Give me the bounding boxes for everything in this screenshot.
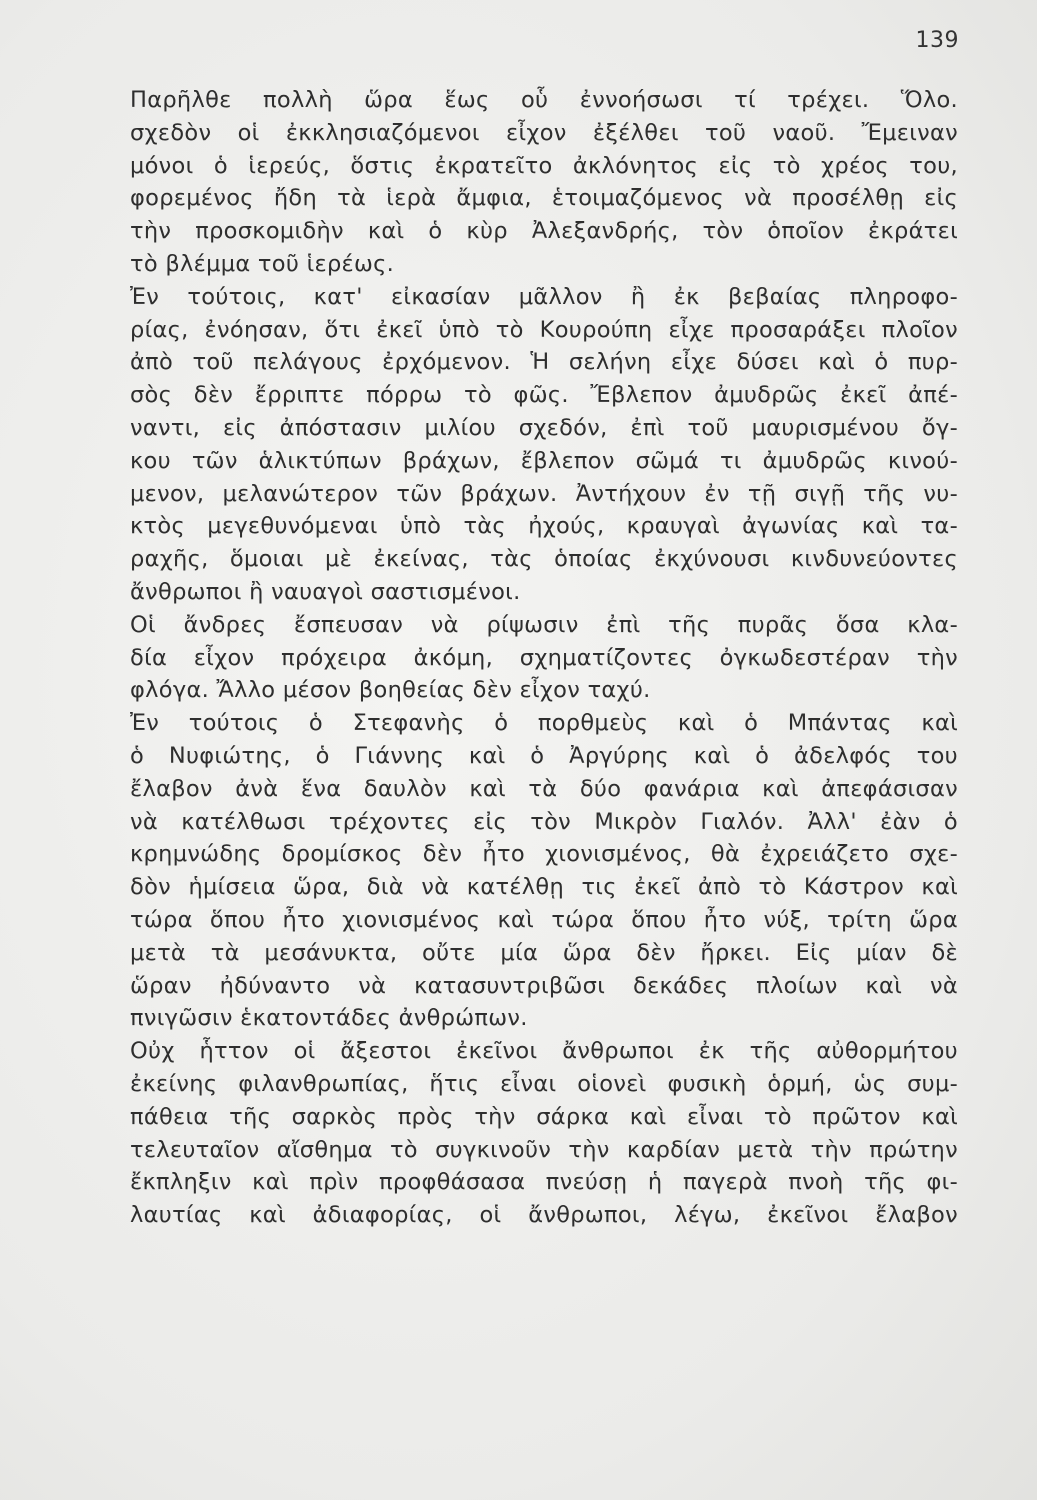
text-line: ἀπὸ τοῦ πελάγους ἐρχόμενον. Ἡ σελήνη εἶχε δύσει καὶ ὁ πυρ- bbox=[130, 349, 958, 376]
text-line: τώρα ὅπου ἦτο χιονισμένος καὶ τώρα ὅπου ἦτο νύξ, τρίτη ὥρα bbox=[130, 906, 958, 933]
text-line: μόνοι ὁ ἱερεύς, ὅστις ἐκρατεῖτο ἀκλόνητος εἰς τὸ χρέος του, bbox=[130, 152, 958, 179]
text-line: τελευταῖον αἴσθημα τὸ συγκινοῦν τὴν καρδίαν μετὰ τὴν πρώτην bbox=[130, 1136, 958, 1163]
text-line: Ἐν τούτοις, κατ' εἰκασίαν μᾶλλον ἢ ἐκ βεβαίας πληροφο- bbox=[130, 283, 958, 310]
text-line: Οὐχ ἧττον οἱ ἄξεστοι ἐκεῖνοι ἄνθρωποι ἐκ τῆς αὐθορμήτου bbox=[130, 1038, 958, 1065]
text-line: Ἐν τούτοις ὁ Στεφανὴς ὁ πορθμεὺς καὶ ὁ Μπάντας καὶ bbox=[130, 710, 958, 737]
text-line: Οἱ ἄνδρες ἔσπευσαν νὰ ρίψωσιν ἐπὶ τῆς πυρᾶς ὅσα κλα- bbox=[130, 611, 958, 638]
text-line: σὸς δὲν ἔρριπτε πόρρω τὸ φῶς. Ἔβλεπον ἀμυδρῶς ἐκεῖ ἀπέ- bbox=[130, 382, 958, 409]
text-line: ἔκπληξιν καὶ πρὶν προφθάσασα πνεύσῃ ἡ παγερὰ πνοὴ τῆς φι- bbox=[130, 1169, 958, 1196]
text-line: ρίας, ἐνόησαν, ὅτι ἐκεῖ ὑπὸ τὸ Κουρούπη εἶχε προσαράξει πλοῖον bbox=[130, 316, 958, 343]
text-line: ἔλαβον ἀνὰ ἕνα δαυλὸν καὶ τὰ δύο φανάρια καὶ ἀπεφάσισαν bbox=[130, 775, 958, 802]
text-line: νὰ κατέλθωσι τρέχοντες εἰς τὸν Μικρὸν Γιαλόν. Ἀλλ' ἐὰν ὁ bbox=[130, 808, 958, 835]
text-line: μετὰ τὰ μεσάνυκτα, οὔτε μία ὥρα δὲν ἤρκει. Εἰς μίαν δὲ bbox=[130, 939, 958, 966]
page-number: 139 bbox=[915, 28, 959, 53]
text-line: Παρῆλθε πολλὴ ὥρα ἕως οὗ ἐννοήσωσι τί τρέχει. Ὅλο. bbox=[130, 87, 958, 113]
body-text bbox=[130, 84, 958, 1232]
text-line: φορεμένος ἤδη τὰ ἱερὰ ἄμφια, ἑτοιμαζόμενος νὰ προσέλθῃ εἰς bbox=[130, 185, 958, 212]
text-line: πάθεια τῆς σαρκὸς πρὸς τὴν σάρκα καὶ εἶναι τὸ πρῶτον καὶ bbox=[130, 1103, 958, 1130]
text-line: πνιγῶσιν ἑκατοντάδες ἀνθρώπων. bbox=[130, 1005, 528, 1032]
text-line: φλόγα. Ἄλλο μέσον βοηθείας δὲν εἶχον ταχύ. bbox=[130, 677, 651, 704]
text-line: τὸ βλέμμα τοῦ ἱερέως. bbox=[130, 250, 395, 277]
text-line: ἐκείνης φιλανθρωπίας, ἥτις εἶναι οἱονεὶ φυσικὴ ὁρμή, ὡς συμ- bbox=[130, 1070, 958, 1097]
text-line: κρημνώδης δρομίσκος δὲν ἦτο χιονισμένος, θὰ ἐχρειάζετο σχε- bbox=[130, 841, 958, 868]
text-line: ραχῆς, ὅμοιαι μὲ ἐκείνας, τὰς ὁποίας ἐκχύνουσι κινδυνεύοντες bbox=[130, 546, 958, 573]
text-line: ὁ Νυφιώτης, ὁ Γιάννης καὶ ὁ Ἀργύρης καὶ ὁ ἀδελφός του bbox=[130, 742, 958, 769]
text-line: λαυτίας καὶ ἀδιαφορίας, οἱ ἄνθρωποι, λέγω, ἐκεῖνοι ἔλαβον bbox=[130, 1202, 958, 1229]
text-line: ἄνθρωποι ἢ ναυαγοὶ σαστισμένοι. bbox=[130, 578, 521, 605]
text-line: ναντι, εἰς ἀπόστασιν μιλίου σχεδόν, ἐπὶ τοῦ μαυρισμένου ὄγ- bbox=[130, 414, 958, 441]
text-line: δία εἶχον πρόχειρα ἀκόμη, σχηματίζοντες ὀγκωδεστέραν τὴν bbox=[130, 644, 958, 671]
text-line: τὴν προσκομιδὴν καὶ ὁ κὺρ Ἀλεξανδρής, τὸν ὁποῖον ἐκράτει bbox=[130, 218, 958, 245]
text-line: μενον, μελανώτερον τῶν βράχων. Ἀντήχουν ἐν τῇ σιγῇ τῆς νυ- bbox=[130, 480, 958, 507]
text-line: κτὸς μεγεθυνόμεναι ὑπὸ τὰς ἠχούς, κραυγαὶ ἀγωνίας καὶ τα- bbox=[130, 513, 958, 540]
text-line: σχεδὸν οἱ ἐκκλησιαζόμενοι εἶχον ἐξέλθει τοῦ ναοῦ. Ἔμειναν bbox=[130, 119, 958, 146]
text-line: κου τῶν ἁλικτύπων βράχων, ἔβλεπον σῶμά τι ἀμυδρῶς κινού- bbox=[130, 447, 958, 474]
text-line: ὥραν ἠδύναντο νὰ κατασυντριβῶσι δεκάδες πλοίων καὶ νὰ bbox=[130, 972, 958, 999]
text-line: δὸν ἡμίσεια ὥρα, διὰ νὰ κατέλθῃ τις ἐκεῖ ἀπὸ τὸ Κάστρον καὶ bbox=[130, 874, 958, 901]
